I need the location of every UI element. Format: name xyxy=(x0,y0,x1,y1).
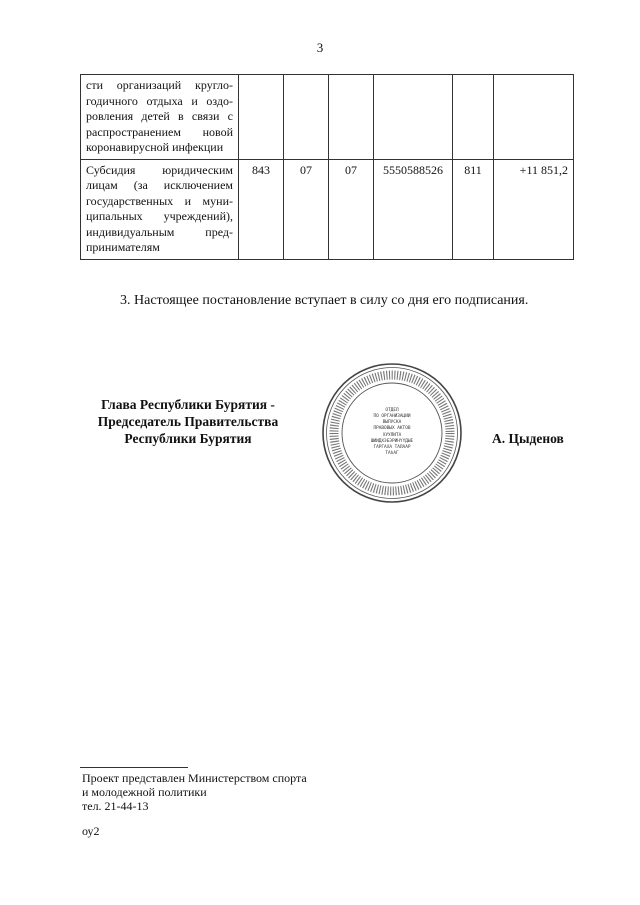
signer-title xyxy=(78,396,298,447)
footnote-line: Проект представлен Министерством спорта xyxy=(82,771,307,785)
footnote-line: и молодежной политики xyxy=(82,785,207,799)
row-name-cell xyxy=(81,159,239,259)
seal-text-line: ГАРГАХА ТАЛААР xyxy=(373,445,411,450)
target-code-cell: 5550588526 xyxy=(374,159,453,259)
row-name-line: индивидуальным пред- xyxy=(86,224,233,239)
page-number: 3 xyxy=(316,40,324,55)
amount-cell xyxy=(494,75,574,160)
row-name-line: Субсидия юридическим xyxy=(86,162,233,177)
section-code-cell xyxy=(284,75,329,160)
seal-text-line: ПРАВОВЫХ АКТОВ xyxy=(373,426,411,431)
seal-text-line: ВЫПУСКА xyxy=(382,420,402,425)
signer-name: А. Цыденов xyxy=(492,431,564,446)
row-name-line: ципальных учреждений), xyxy=(86,209,233,223)
seal-text-line: ТАһАГ xyxy=(385,451,399,456)
row-name-line: ровления детей в связи с xyxy=(86,109,233,123)
expense-type-cell xyxy=(453,75,494,160)
seal-text-line: ШИИДХЭБЭРИНҮҮДЫЕ xyxy=(370,439,414,444)
budget-table xyxy=(80,74,574,260)
section-code-cell: 07 xyxy=(284,159,329,259)
ministry-code-cell xyxy=(239,75,284,160)
effective-date-clause: 3. Настоящее постановление вступает в силу со дня его подписания. xyxy=(120,293,529,308)
seal-text-line: ХУУЛИТА xyxy=(382,433,402,438)
row-name-line: распространением новой xyxy=(86,124,233,139)
ministry-code-cell: 843 xyxy=(239,159,284,259)
seal-text-line: ПО ОРГАНИЗАЦИИ xyxy=(373,414,411,419)
official-seal-icon xyxy=(320,361,464,505)
row-name-line: государственных и муни- xyxy=(86,193,233,208)
subsection-code-cell: 07 xyxy=(329,159,374,259)
signer-title-line: Глава Республики Бурятия - xyxy=(101,397,275,412)
signer-title-line: Республики Бурятия xyxy=(124,431,252,446)
table-row xyxy=(81,159,574,259)
footnote-divider xyxy=(80,767,188,768)
footnote-line: тел. 21-44-13 xyxy=(82,799,149,813)
table-row xyxy=(81,75,574,160)
expense-type-cell: 811 xyxy=(453,159,494,259)
amount-cell: +11 851,2 xyxy=(494,159,574,259)
row-name-line: принимателям xyxy=(86,240,160,254)
target-code-cell xyxy=(374,75,453,160)
seal-text-line: ОТДЕЛ xyxy=(385,408,399,413)
row-name-line: лицам (за исключением xyxy=(86,178,233,192)
subsection-code-cell xyxy=(329,75,374,160)
document-code-mark: оу2 xyxy=(82,824,100,838)
signer-title-line: Председатель Правительства xyxy=(97,414,279,429)
row-name-line: годичного отдыха и оздо- xyxy=(86,93,233,108)
footnote xyxy=(82,771,307,813)
row-name-cell xyxy=(81,75,239,160)
row-name-line: сти организаций кругло- xyxy=(86,78,233,92)
row-name-line: коронавирусной инфекции xyxy=(86,140,224,154)
